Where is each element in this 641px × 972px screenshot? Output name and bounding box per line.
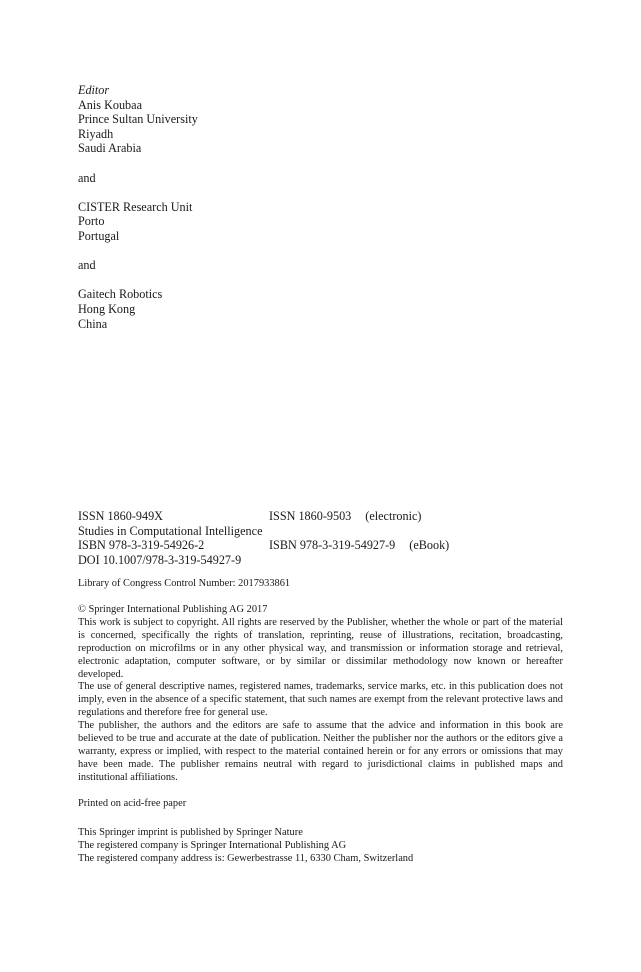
- affiliation-2-country: Portugal: [78, 228, 120, 243]
- copyright-notice: © Springer International Publishing AG 2017: [78, 604, 268, 615]
- affiliation-separator: and: [78, 170, 96, 185]
- imprint-line-company: The registered company is Springer International Publishing AG: [78, 839, 347, 851]
- affiliation-2-institution: CISTER Research Unit: [78, 199, 193, 214]
- identifiers-block: [78, 509, 563, 567]
- imprint-block: [78, 827, 563, 866]
- isbn-ebook-suffix: (eBook): [409, 538, 450, 553]
- imprint-line-publisher: This Springer imprint is published by Springer Nature: [78, 827, 303, 838]
- affiliation-1-country: Saudi Arabia: [78, 141, 142, 156]
- affiliation-2-city: Porto: [78, 214, 105, 229]
- affiliation-1-city: Riyadh: [78, 126, 114, 141]
- isbn-ebook: ISBN 978-3-319-54927-9: [269, 538, 396, 553]
- doi: DOI 10.1007/978-3-319-54927-9: [78, 552, 242, 567]
- rights-paragraph-disclaimer: The publisher, the authors and the editors are safe to assume that the advice and information in this book are believed to be true and accurate at the date of publication. Neither the publisher nor the authors or the editors give a warranty, express or implied, with respect to the material contained herein or for any errors or omissions that may have been made. The publisher remains neutral with regard to jurisdictional claims in published maps and institutional affiliations.: [78, 720, 563, 783]
- issn-print: ISSN 1860-949X: [78, 509, 163, 523]
- printed-on-note: Printed on acid-free paper: [78, 798, 187, 809]
- issn-electronic: ISSN 1860-9503: [269, 509, 352, 523]
- editor-role: Editor: [78, 83, 110, 97]
- affiliation-3-country: China: [78, 316, 108, 331]
- editor-block: [78, 83, 563, 331]
- affiliation-3-institution: Gaitech Robotics: [78, 287, 163, 302]
- editor-name: Anis Koubaa: [78, 97, 142, 112]
- series-title: Studies in Computational Intelligence: [78, 523, 263, 538]
- rights-block: [78, 604, 563, 785]
- rights-paragraph-trademarks: The use of general descriptive names, registered names, trademarks, service marks, etc. in this publication does not imply, even in the absence of a specific statement, that such names are exempt from the relevant protective laws and regulations and therefore free for general use.: [78, 681, 563, 719]
- affiliation-3-city: Hong Kong: [78, 301, 136, 316]
- rights-paragraph-copyright: This work is subject to copyright. All rights are reserved by the Publisher, whether the whole or part of the material is concerned, specifically the rights of translation, reprinting, reuse of illustrations, recitation, broadcasting, reproduction on microfilms or in any other physical way, and transmission or information storage and retrieval, electronic adaptation, computer software, or by similar or dissimilar methodology now known or hereafter developed.: [78, 616, 563, 680]
- library-of-congress-number: Library of Congress Control Number: 2017933861: [78, 578, 291, 589]
- issn-electronic-suffix: (electronic): [365, 509, 422, 523]
- imprint-line-address: The registered company address is: Gewerbestrasse 11, 6330 Cham, Switzerland: [78, 852, 414, 864]
- isbn-print: ISBN 978-3-319-54926-2: [78, 538, 205, 553]
- affiliation-1-institution: Prince Sultan University: [78, 112, 198, 127]
- affiliation-separator: and: [78, 258, 96, 273]
